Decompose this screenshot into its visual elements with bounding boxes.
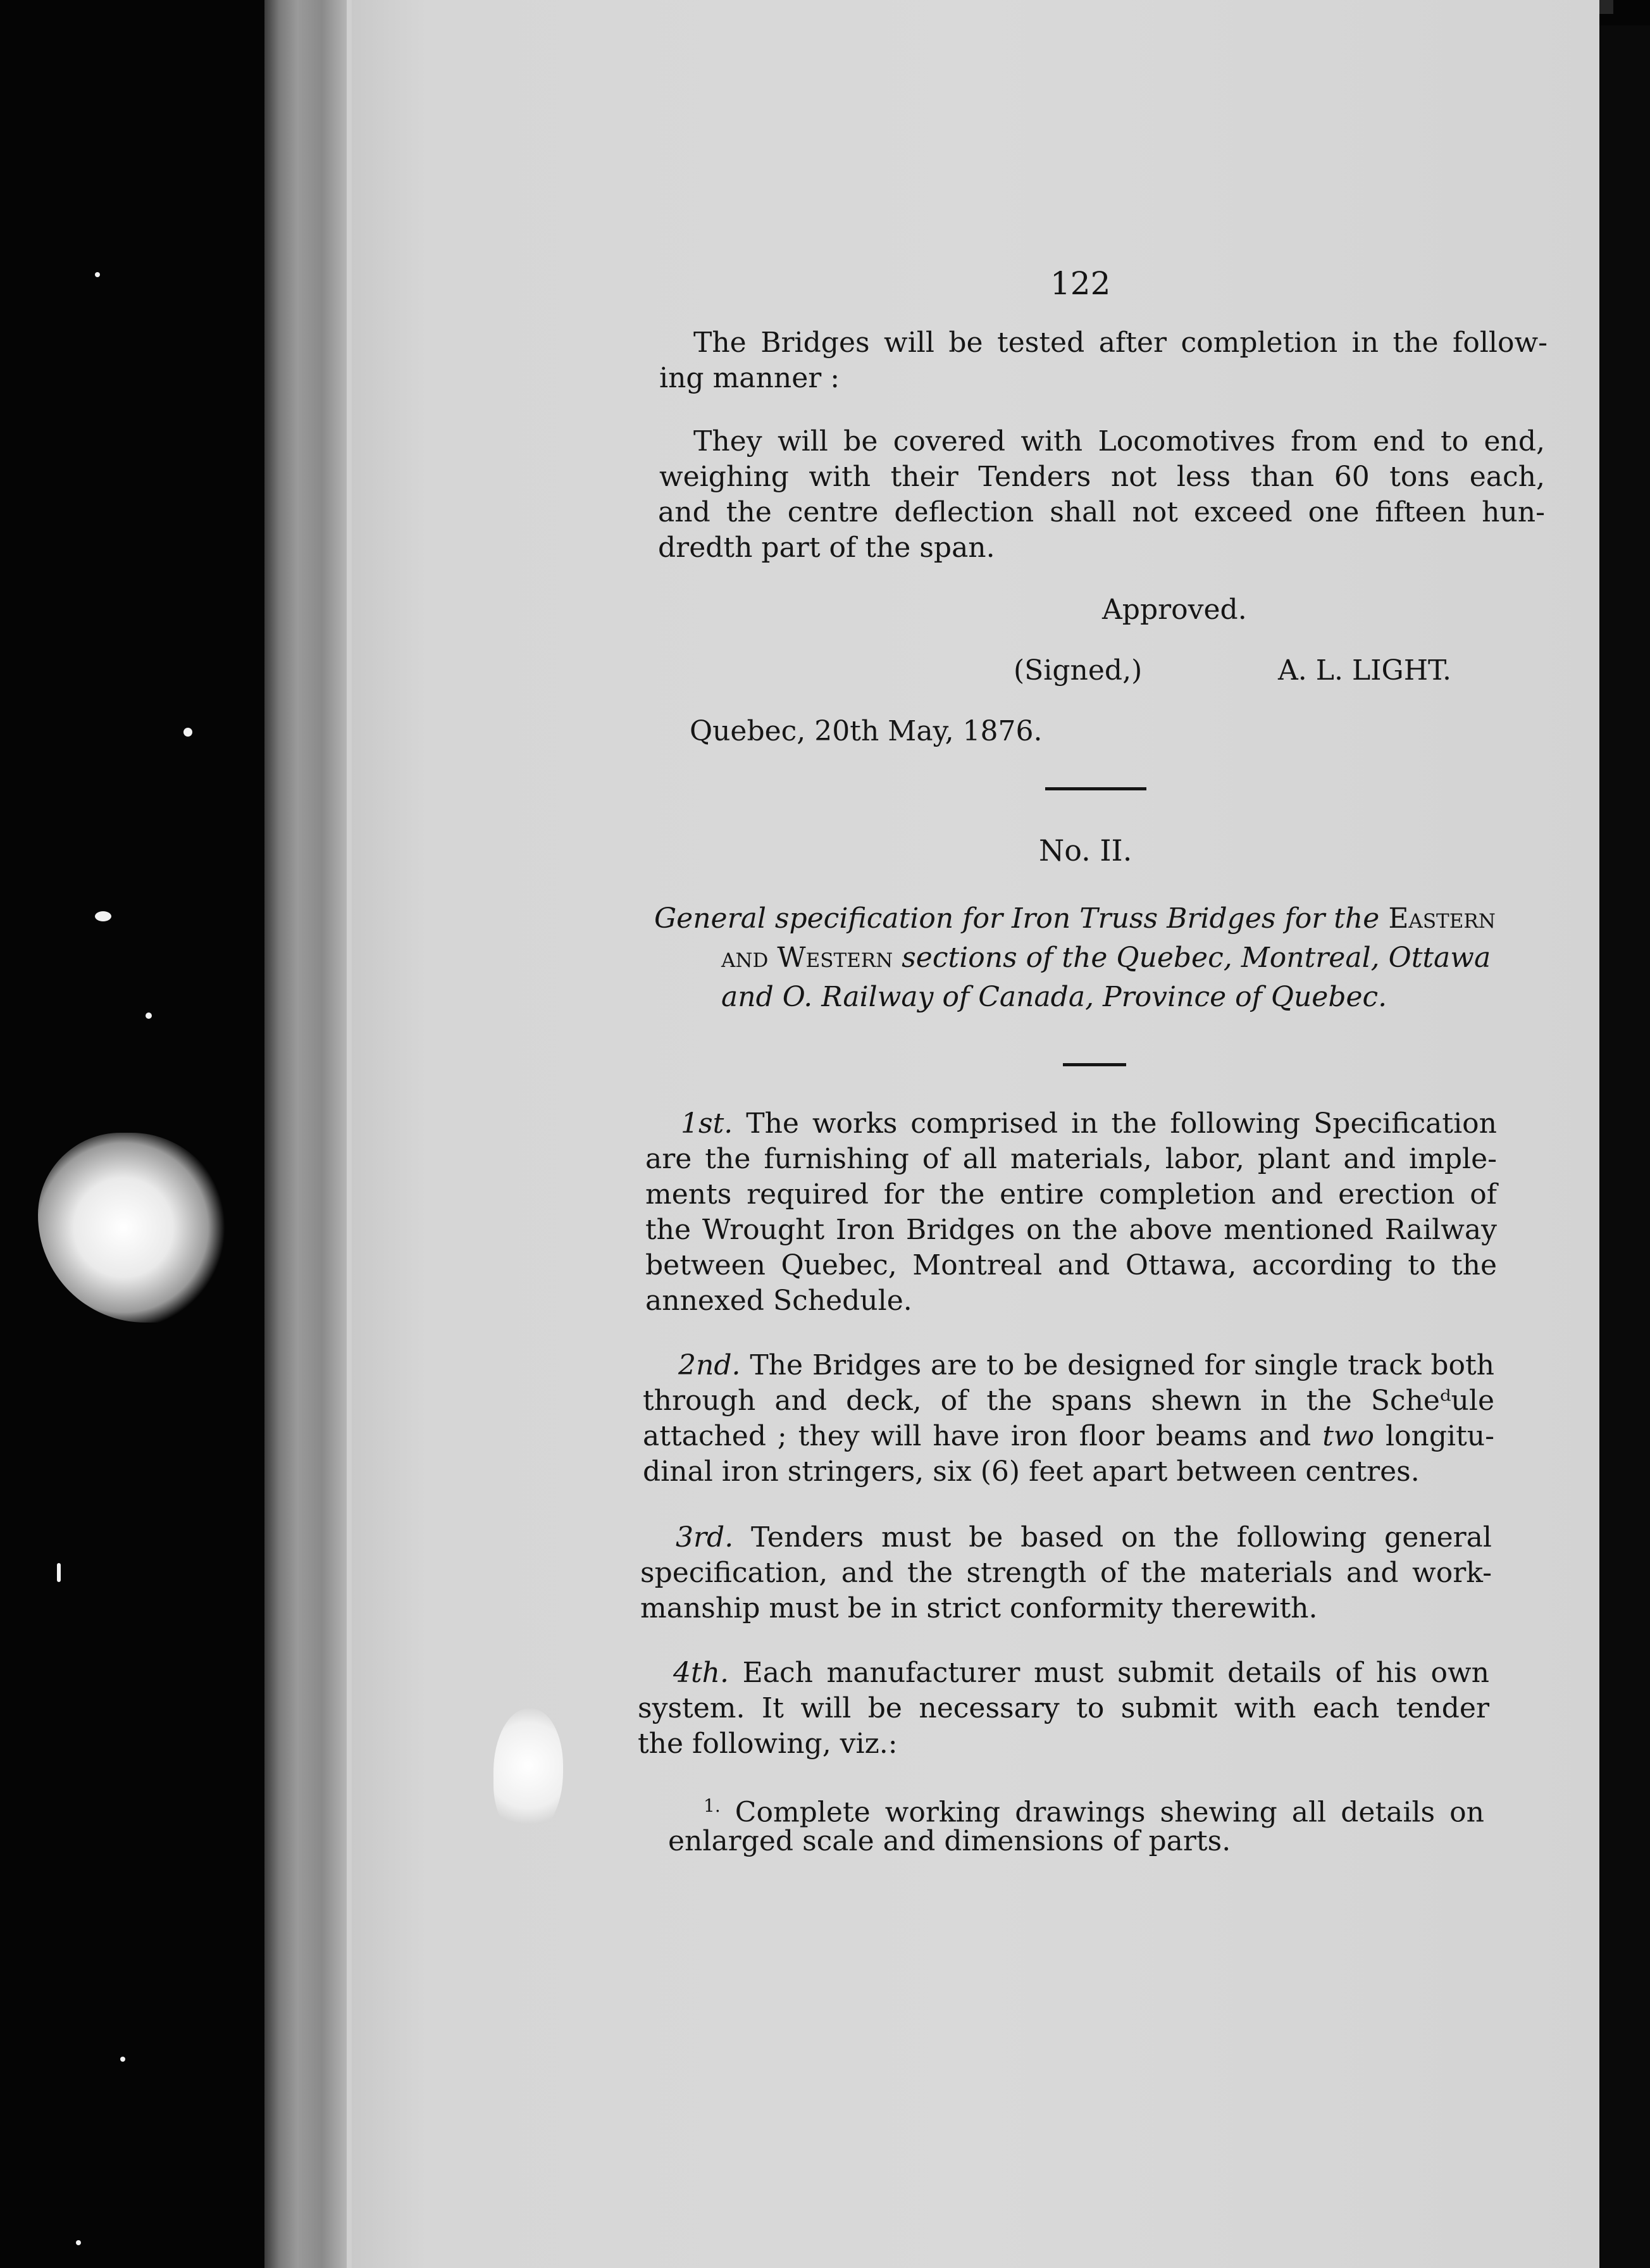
item-4-line-1 (673, 1655, 1489, 1691)
signatory-name: A. L. LIGHT. (1278, 654, 1451, 687)
spine-edge (347, 0, 352, 2268)
para-line-2: weighing with their Tenders not less than 60 tons each, (659, 461, 1545, 493)
book-spine (264, 0, 347, 2268)
item-4-text: Each manufacturer must submit details of his own (742, 1657, 1489, 1689)
sub-item-1-line-2: enlarged scale and dimensions of parts. (668, 1825, 1231, 1857)
dust-speck (120, 2057, 125, 2062)
item-1-lead: 1st. (681, 1107, 733, 1140)
item-1-line-1 (681, 1106, 1497, 1142)
item-1-line-6: annexed Schedule. (645, 1285, 912, 1317)
divider-rule (1045, 787, 1146, 790)
item-3-line-1 (676, 1520, 1492, 1555)
sub-item-1-number: 1. (704, 1795, 721, 1816)
section-title: No. II. (1039, 833, 1132, 868)
page-number: 122 (1050, 265, 1111, 302)
dust-speck (146, 1012, 152, 1019)
dust-speck (95, 272, 100, 277)
page-right-edge (1599, 25, 1650, 2268)
intro-line-2: ing manner : (659, 362, 840, 394)
item-3-text: Tenders must be based on the following general (751, 1521, 1492, 1554)
scan-blemish (493, 1709, 563, 1835)
divider-rule (1063, 1063, 1126, 1066)
heading-smallcaps: and Western (721, 942, 893, 974)
heading-smallcaps: Eastern (1388, 902, 1496, 935)
item-3-line-3: manship must be in strict conformity therewith. (640, 1592, 1318, 1624)
approved-label: Approved. (1102, 594, 1247, 626)
item-1-line-3: ments required for the entire completion and erection of (645, 1178, 1497, 1211)
heading-text: sections of the Quebec, Montreal, Ottawa (902, 942, 1491, 974)
item-2-emphasis: two (1322, 1420, 1375, 1452)
heading-text: General specification for Iron Truss Bridges for the (654, 902, 1380, 935)
item-2-line-3 (643, 1419, 1494, 1454)
scan-blemish (38, 1133, 228, 1323)
heading-line-2 (721, 940, 1491, 976)
item-2-text: longitu- (1385, 1420, 1494, 1452)
item-2-line-4: dinal iron stringers, six (6) feet apart between centres. (643, 1455, 1420, 1488)
dust-speck (76, 2240, 81, 2245)
dust-speck (57, 1563, 61, 1582)
heading-line-3: and O. Railway of Canada, Province of Quebec. (721, 981, 1387, 1013)
item-1-line-4: the Wrought Iron Bridges on the above mentioned Railway (645, 1214, 1497, 1246)
item-3-line-2: specification, and the strength of the materials and work- (640, 1557, 1492, 1589)
item-1-text: The works comprised in the following Specification (746, 1107, 1497, 1140)
dust-speck (95, 911, 111, 921)
place-date: Quebec, 20th May, 1876. (690, 715, 1043, 747)
item-4-lead: 4th. (673, 1657, 729, 1689)
item-1-line-5: between Quebec, Montreal and Ottawa, according to the (645, 1249, 1497, 1281)
sub-item-1-text: Complete working drawings shewing all details on (735, 1796, 1484, 1829)
item-3-lead: 3rd. (676, 1521, 734, 1554)
dust-speck (183, 728, 192, 737)
item-2-line-1 (678, 1348, 1494, 1383)
heading-line-1 (654, 901, 1496, 937)
para-line-4: dredth part of the span. (658, 532, 995, 564)
item-2-lead: 2nd. (678, 1349, 741, 1381)
item-2-line-2: through and deck, of the spans shewn in the Scheᵈule (643, 1385, 1494, 1417)
item-4-line-3: the following, viz.: (638, 1728, 898, 1760)
item-4-line-2: system. It will be necessary to submit with each tender (638, 1692, 1489, 1724)
para-line-1: They will be covered with Locomotives from end to end, (693, 425, 1545, 458)
intro-line-1: The Bridges will be tested after completion in the follow- (693, 327, 1548, 359)
item-2-text: attached ; they will have iron floor beams and (643, 1420, 1312, 1452)
para-line-3: and the centre deflection shall not exceed one fifteen hun- (658, 496, 1545, 528)
signed-label: (Signed,) (1014, 654, 1143, 687)
item-1-line-2: are the furnishing of all materials, labor, plant and imple- (645, 1143, 1497, 1175)
item-2-text: The Bridges are to be designed for single track both (750, 1349, 1494, 1381)
